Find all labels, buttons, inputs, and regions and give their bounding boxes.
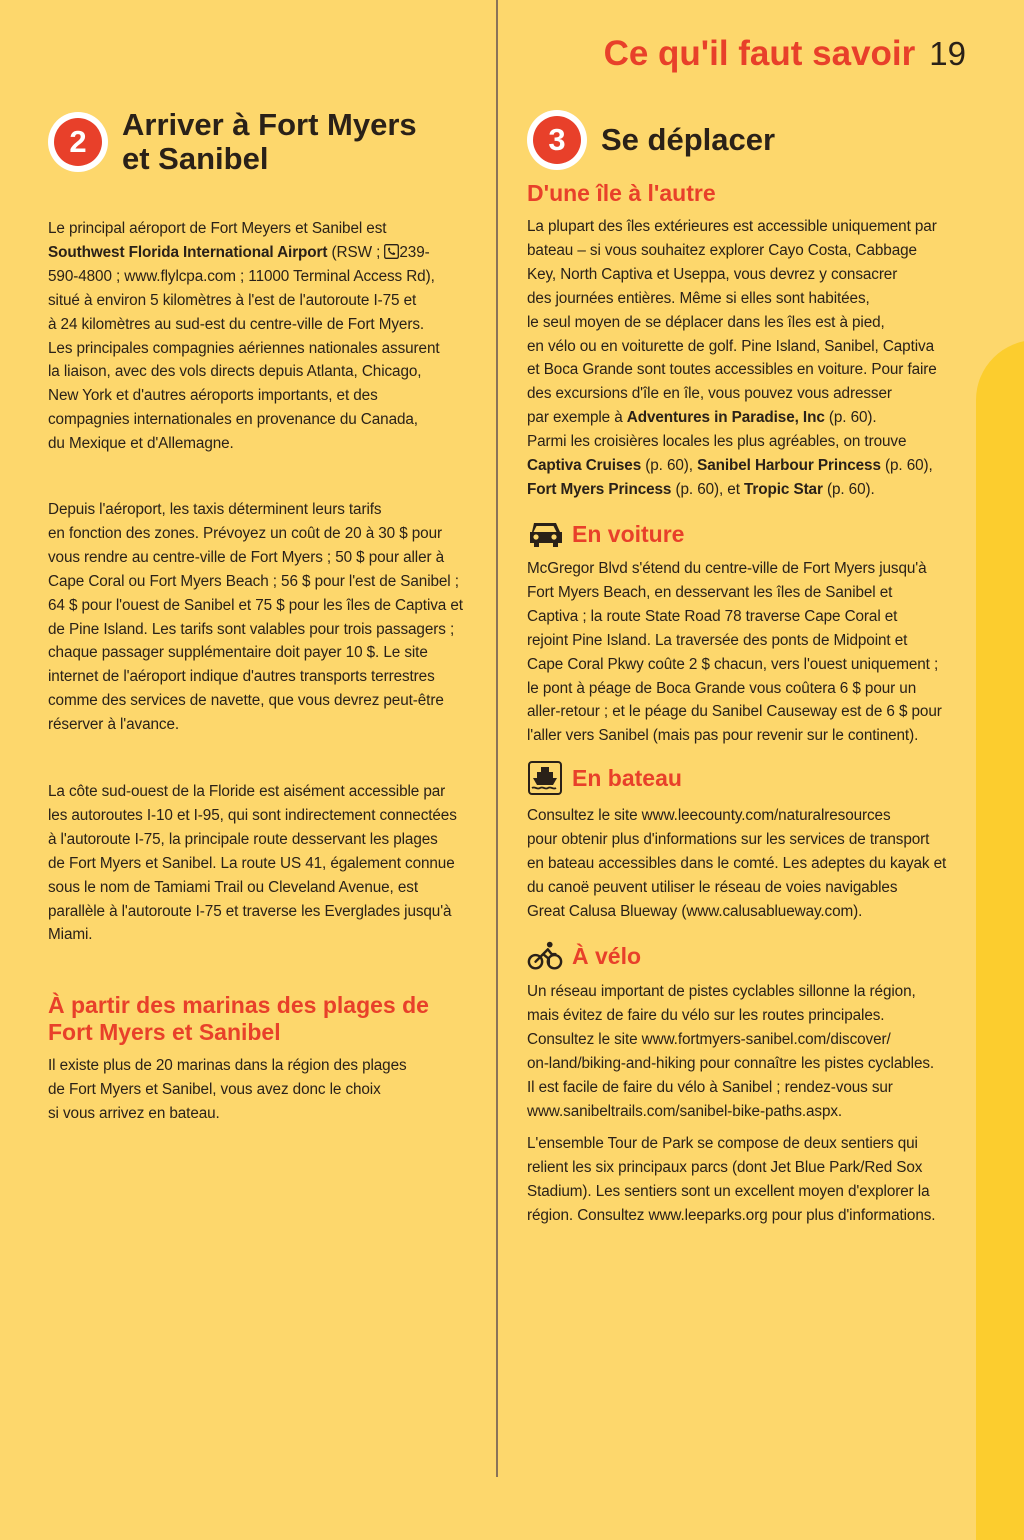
paragraph-boat: Consultez le site www.leecounty.com/naturalresources pour obtenir plus d'informations sur les services de transport en bateau accessibles dans le comté. Les adeptes du kayak et du canoë peuvent utiliser le réseau de voies navigables Great Calusa Blueway (www.calusablueway.com).	[527, 807, 947, 920]
running-title: Ce qu'il faut savoir	[603, 34, 916, 73]
boat-heading: En bateau	[527, 762, 682, 794]
section-3-heading	[527, 110, 775, 170]
page-header	[604, 34, 966, 74]
car-heading: En voiture	[527, 518, 684, 550]
ferry-icon	[527, 762, 563, 794]
column-divider	[496, 0, 498, 1477]
phone-icon	[384, 244, 399, 259]
paragraph-car: McGregor Blvd s'étend du centre-ville de Fort Myers jusqu'à Fort Myers Beach, en desservant les îles de Sanibel et Captiva ; la route State Road 78 traverse Cape Coral et rejoint Pine Island. La traversée des ponts de Midpoint et Cape Coral Pkwy coûte 2 $ chacun, vers l'ouest uniquement ; le pont à péage de Boca Grande vous coûtera 6 $ pour un aller-retour ; et le péage du Sanibel Causeway est de 6 $ pour l'aller vers Sanibel (mais pas pour revenir sur le continent).	[527, 560, 942, 745]
paragraph-highways: La côte sud-ouest de la Floride est aisément accessible par les autoroutes I-10 et I-95, qui sont indirectement connectées à l'autoroute I-75, la principale route desservant les plages de Fort Myers et Sanibel. La route US 41, également connue sous le nom de Tamiami Trail ou Cleveland Avenue, est parallèle à l'autoroute I-75 et traverse les Everglades jusqu'à Miami.	[48, 783, 457, 944]
paragraph-tour-de-park: L'ensemble Tour de Park se compose de deux sentiers qui relient les six principaux parcs (dont Jet Blue Park/Red Sox Stadium). Les sentiers sont un excellent moyen d'explorer la région. Consultez www.leeparks.org pour plus d'informations.	[527, 1135, 936, 1224]
paragraph-islands: La plupart des îles extérieures est accessible uniquement par bateau – si vous souhaitez explorer Cayo Costa, Cabbage Key, North Captiva et Useppa, vous devrez y consacrer des journées entières. Même si elles sont habitées, le seul moyen de se déplacer dans les îles est à pied, en vélo ou en voiturette de golf. Pine Island, Sanibel, Captiva et Boca Grande sont toutes accessibles en voiture. Pour faire des excursions d'île en île, vous pouvez vous adresser par exemple à Adventures in Paradise, Inc (p. 60). Parmi les croisières locales les plus agréables, on trouve Captiva Cruises (p. 60), Sanibel Harbour Princess (p. 60), Fort Myers Princess (p. 60), et Tropic Star (p. 60).	[527, 218, 937, 498]
paragraph-bike: Un réseau important de pistes cyclables sillonne la région, mais évitez de faire du vélo sur les routes principales. Consultez le site www.fortmyers-sanibel.com/discover/ on-land/biking-and-hiking pour connaître les pistes cyclables. Il est facile de faire du vélo à Sanibel ; rendez-vous sur www.sanibeltrails.com/sanibel-bike-paths.aspx.	[527, 983, 935, 1120]
car-icon	[527, 518, 563, 550]
page-edge-tab	[976, 340, 1024, 1540]
section-number-badge: 2	[48, 112, 108, 172]
paragraph-taxis: Depuis l'aéroport, les taxis déterminent leurs tarifs en fonction des zones. Prévoyez un coût de 20 à 30 $ pour vous rendre au centre-ville de Fort Myers ; 50 $ pour aller à Cape Coral ou Fort Myers Beach ; 56 $ pour l'est de Sanibel ; 64 $ pour l'ouest de Sanibel et 75 $ pour les îles de Captiva et de Pine Island. Les tarifs sont valables pour trois passagers ; chaque passager supplémentaire doit payer 10 $. Le site internet de l'aéroport indique d'autres transports terrestres comme des services de navette, que vous devrez peut-être réserver à l'avance.	[48, 501, 463, 734]
section-title: Arriver à Fort Myers et Sanibel	[122, 107, 417, 176]
bicycle-icon	[527, 940, 563, 972]
section-2-heading	[48, 108, 417, 176]
island-heading: D'une île à l'autre	[527, 180, 716, 206]
marinas-heading: À partir des marinas des plages de Fort Myers et Sanibel	[48, 992, 429, 1045]
section-number-badge: 3	[527, 110, 587, 170]
section-title: Se déplacer	[601, 122, 776, 157]
paragraph-airport: Le principal aéroport de Fort Meyers et Sanibel est Southwest Florida International Airport (RSW ; 239- 590-4800 ; www.flylcpa.com ; 11000 Terminal Access Rd), situé à environ 5 kilomètres à l'est de l'autoroute I-75 et à 24 kilomètres au sud-est du centre-ville de Fort Myers. Les principales compagnies aériennes nationales assurent la liaison, avec des vols directs depuis Atlanta, Chicago, New York et d'autres aéroports importants, et des compagnies internationales en provenance du Canada, du Mexique et d'Allemagne.	[48, 220, 440, 453]
paragraph-marinas: Il existe plus de 20 marinas dans la région des plages de Fort Myers et Sanibel, vous avez donc le choix si vous arrivez en bateau.	[48, 1057, 407, 1122]
bike-heading: À vélo	[527, 940, 641, 972]
page-number: 19	[929, 35, 966, 72]
